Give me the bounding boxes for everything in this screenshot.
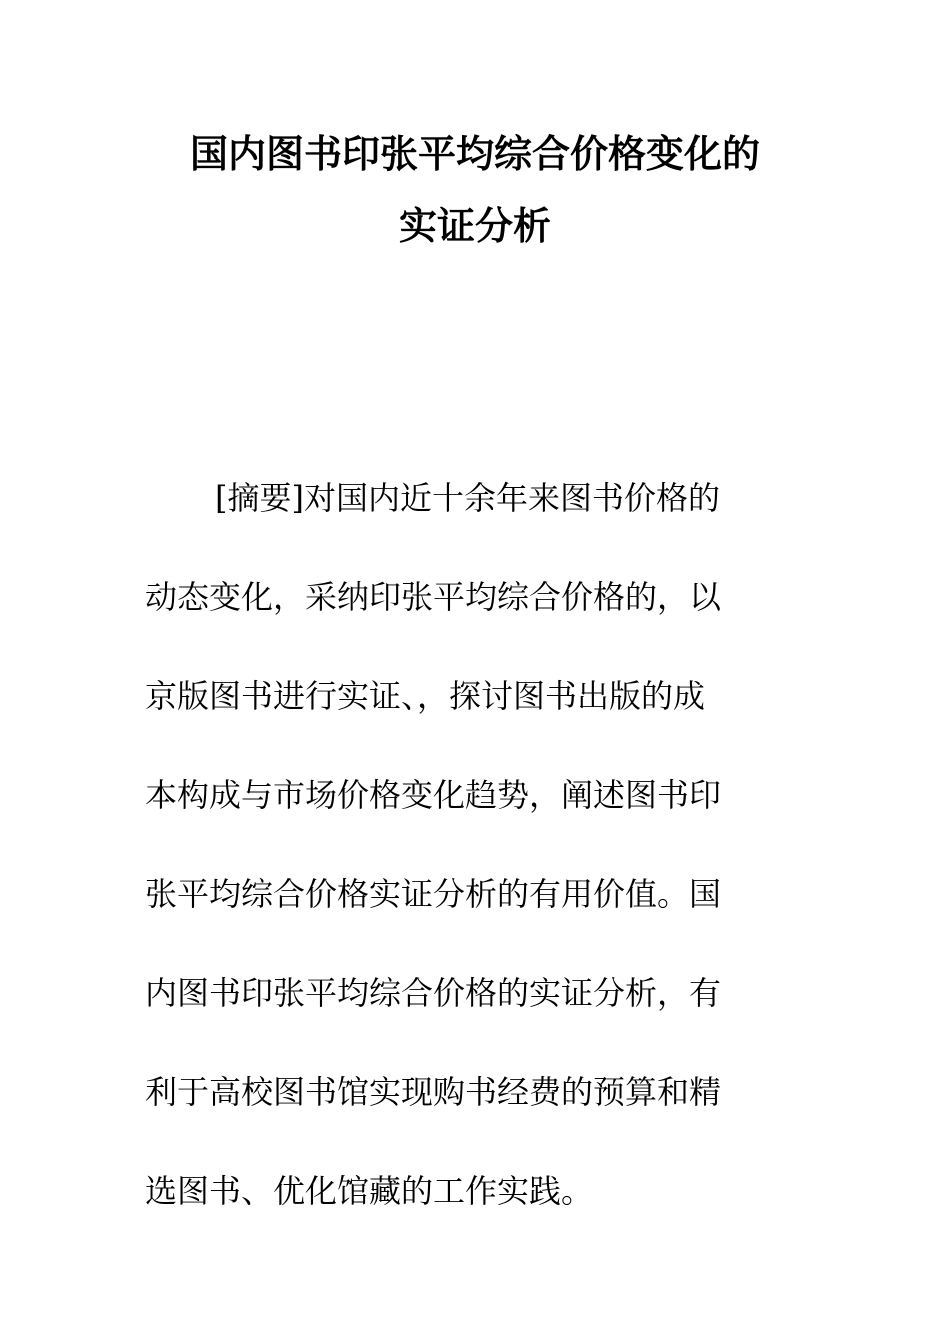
document-title-line-1: 国内图书印张平均综合价格变化的 — [189, 132, 760, 176]
abstract-line: 内图书印张平均综合价格的实证分析，有 — [145, 974, 722, 1012]
abstract-line: 本构成与市场价格变化趋势，阐述图书印 — [145, 776, 722, 814]
abstract-line: 选图书、优化馆藏的工作实践。 — [145, 1172, 594, 1210]
abstract-line: [摘要]对国内近十余年来图书价格的 — [215, 479, 720, 517]
abstract-line: 张平均综合价格实证分析的有用价值。国 — [145, 875, 722, 913]
document-title-line-2: 实证分析 — [398, 204, 551, 248]
abstract-line: 京版图书进行实证、，探讨图书出版的成 — [145, 677, 706, 715]
abstract-line: 利于高校图书馆实现购书经费的预算和精 — [145, 1073, 722, 1111]
abstract-line: 动态变化，采纳印张平均综合价格的，以 — [145, 578, 722, 616]
